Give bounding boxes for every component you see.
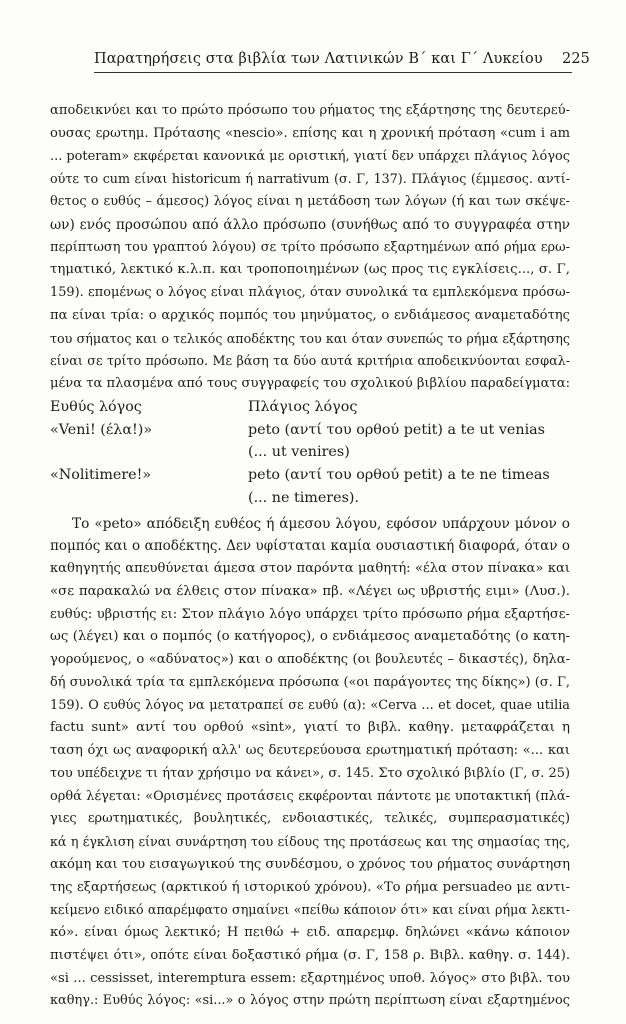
text-line: ούτε το cum είναι historicum ή narrativum (σ. Γ, 137). Πλάγιος (έμμεσος. αντί- — [50, 171, 570, 187]
example-row — [50, 441, 570, 464]
text-line: ακόμη και του εισαγωγικού της συνδέσμου, ο χρόνος του ρήματος συνάρτηση — [50, 856, 570, 872]
text-line: καθηγ.: Ευθύς λόγος: «si...» ο λόγος στην πρώτη περίπτωση είναι εξαρτημένος — [50, 993, 570, 1009]
direct-speech-header: Ευθύς λόγος — [50, 398, 142, 415]
text-line: πα είναι τρία: ο αρχικός πομπός του μηνύματος, ο ενδιάμεσος αναμεταδότης — [50, 307, 570, 323]
text-line: περίπτωση του γραπτού λόγου) σε τρίτο πρόσωπο εξαρτημένων από ρήμα ερω- — [50, 239, 570, 255]
text-line: ουσας ερωτημ. Πρότασης «nescio». επίσης και η χρονική πρόταση «cum i am — [50, 125, 570, 141]
text-line: μένα τα πλασμένα από τους συγγραφείς του σχολικού βιβλίου παραδείγματα: — [50, 376, 570, 391]
paragraph-2 — [50, 513, 570, 1014]
text-line: αποδεικνύει και το πρώτο πρόσωπο του ρήματος της εξάρτησης της δευτερεύ- — [50, 103, 570, 118]
text-line: ταση όχι ως αναφορική αλλ' ως δευτερεύουσα ερωτηματική πρόταση: «... και — [50, 743, 570, 758]
text-line: πομπός και ο αποδέκτης. Δεν υφίσταται καμία ουσιαστική διαφορά, όταν ο — [50, 538, 570, 555]
text-line: «si ... cessisset, interemptura essem: εξαρτημένος υποθ. λόγος» στο βιβλ. του — [50, 970, 570, 986]
page-number: 225 — [562, 51, 590, 67]
text-line: ως (λέγει) και ο πομπός (ο κατήγορος), ο ενδιάμεσος αναμεταδότης (ο κατη- — [50, 629, 570, 645]
text-line: δή συνολικά τρία τα εμπλεκόμενα πρόσωπα («οι παράγοντες της δίκης») (σ. Γ, — [50, 674, 570, 690]
text-line: «σε παρακαλώ να έλθεις στον πίνακα» πβ. «Λέγει ως υβριστής ειμι» (Λυσ.). — [50, 583, 570, 599]
text-line: θετος ο ευθύς – άμεσος) λόγος είναι η μετάδοση των λόγων (ή και των σκέψε- — [50, 194, 570, 209]
text-line: πιστέψει ότι», οπότε είναι δοξαστικό ρήμα (σ. Γ, 158 ρ. Βιβλ. καθηγ. σ. 144). — [50, 947, 570, 963]
header-title: Παρατηρήσεις στα βιβλία των Λατινικών Β΄ και Γ΄ Λυκείου — [94, 51, 543, 67]
example-row — [50, 464, 570, 487]
text-line: κείμενο ειδικό απαρέμφατο σημαίνει «πείθω κάποιον ότι» και είναι ρήμα λεκτι- — [50, 902, 570, 918]
text-line: factu sunt» αντί του ορθού «sint», γιατί το βιβλ. καθηγ. μεταφράζεται η — [50, 720, 570, 736]
example-table — [50, 396, 570, 510]
text-line: είναι σε τρίτο πρόσωπο. Με βάση τα δύο αυτά κριτήρια αποδεικνύονται εσφαλ- — [50, 353, 570, 369]
text-line: γιες ερωτηματικές, βουλητικές, ενδοιαστικές, τελικές, συμπερασματικές) — [50, 811, 570, 827]
text-line: καθηγητής απευθύνεται άμεσα στον παρόντα μαθητή: «έλα στον πίνακα» και — [50, 561, 570, 576]
text-line: του υπέδειχνε τι ήταν χρήσιμο να κάνει», σ. 145. Στο σχολικό βιβλίο (Γ, σ. 25) — [50, 765, 570, 781]
indirect-speech-cell: (... ut venires) — [248, 444, 350, 461]
direct-speech-cell: «Nolitimere!» — [50, 467, 152, 483]
text-line: ... poteram» εκφέρεται κανονικά με οριστική, γιατί δεν υπάρχει πλάγιος λόγος — [50, 148, 570, 164]
text-line: ων) ενός προσώπου από άλλο πρόσωπο (συνήθως από το συγγραφέα στην — [50, 216, 570, 233]
indirect-speech-header: Πλάγιος λόγος — [248, 398, 358, 415]
direct-speech-cell: «Veni! (έλα!)» — [50, 421, 153, 438]
text-line: Το «peto» απόδειξη ευθέος ή άμεσου λόγου, εφόσον υπάρχουν μόνον ο — [72, 515, 570, 532]
text-line: 159). Ο ευθύς λόγος να μετατραπεί σε ευθύ (α): «Cerva ... et docet, quae utilia — [50, 697, 570, 713]
running-header — [94, 51, 590, 73]
indirect-speech-cell: (... ne timeres). — [248, 489, 360, 506]
indirect-speech-cell: peto (αντί του ορθού petit) a te ut venias — [248, 421, 546, 438]
paragraph-1 — [50, 100, 570, 396]
example-row — [50, 419, 570, 442]
page-body — [50, 100, 570, 1013]
text-line: κό». είναι όμως λεκτικό; Η πειθώ + ειδ. απαρεμφ. δηλώνει «κάνω κάποιον — [50, 925, 570, 940]
text-line: ορθά λέγεται: «Ορισμένες προτάσεις εκφέρονται πάντοτε με υποτακτική (πλά- — [50, 788, 570, 804]
example-row — [50, 487, 570, 510]
example-row — [50, 396, 570, 419]
text-line: γορούμενος, ο «αδύνατος») και ο αποδέκτης (οι βουλευτές – δικαστές), δηλα- — [50, 652, 570, 667]
text-line: 159). επομένως ο λόγος είναι πλάγιος, όταν συνολικά τα εμπλεκόμενα πρόσω- — [50, 285, 570, 300]
text-line: του σήματος και ο τελικός αποδέκτης του και όταν συνεπώς το ρήμα εξάρτησης — [50, 330, 570, 346]
text-line: ευθύς: υβριστής ει: Στον πλάγιο λόγο υπάρχει τρίτο πρόσωπο ρήμα εξαρτήσε- — [50, 606, 570, 622]
text-line: της εξαρτήσεως (αρκτικού ή ιστορικού χρόνου). «Το ρήμα persuadeo με αντι- — [50, 879, 570, 895]
text-line: κά η έγκλιση είναι συνάρτηση του είδους της προτάσεως και της σημασίας της, — [50, 834, 570, 849]
text-line: τηματικό, λεκτικό κ.λ.π. και τροποποιημένων (ως προς τις εγκλίσεις..., σ. Γ, — [50, 262, 570, 278]
header-rule — [94, 72, 572, 73]
indirect-speech-cell: peto (αντί του ορθού petit) a te ne timeas — [248, 467, 550, 483]
